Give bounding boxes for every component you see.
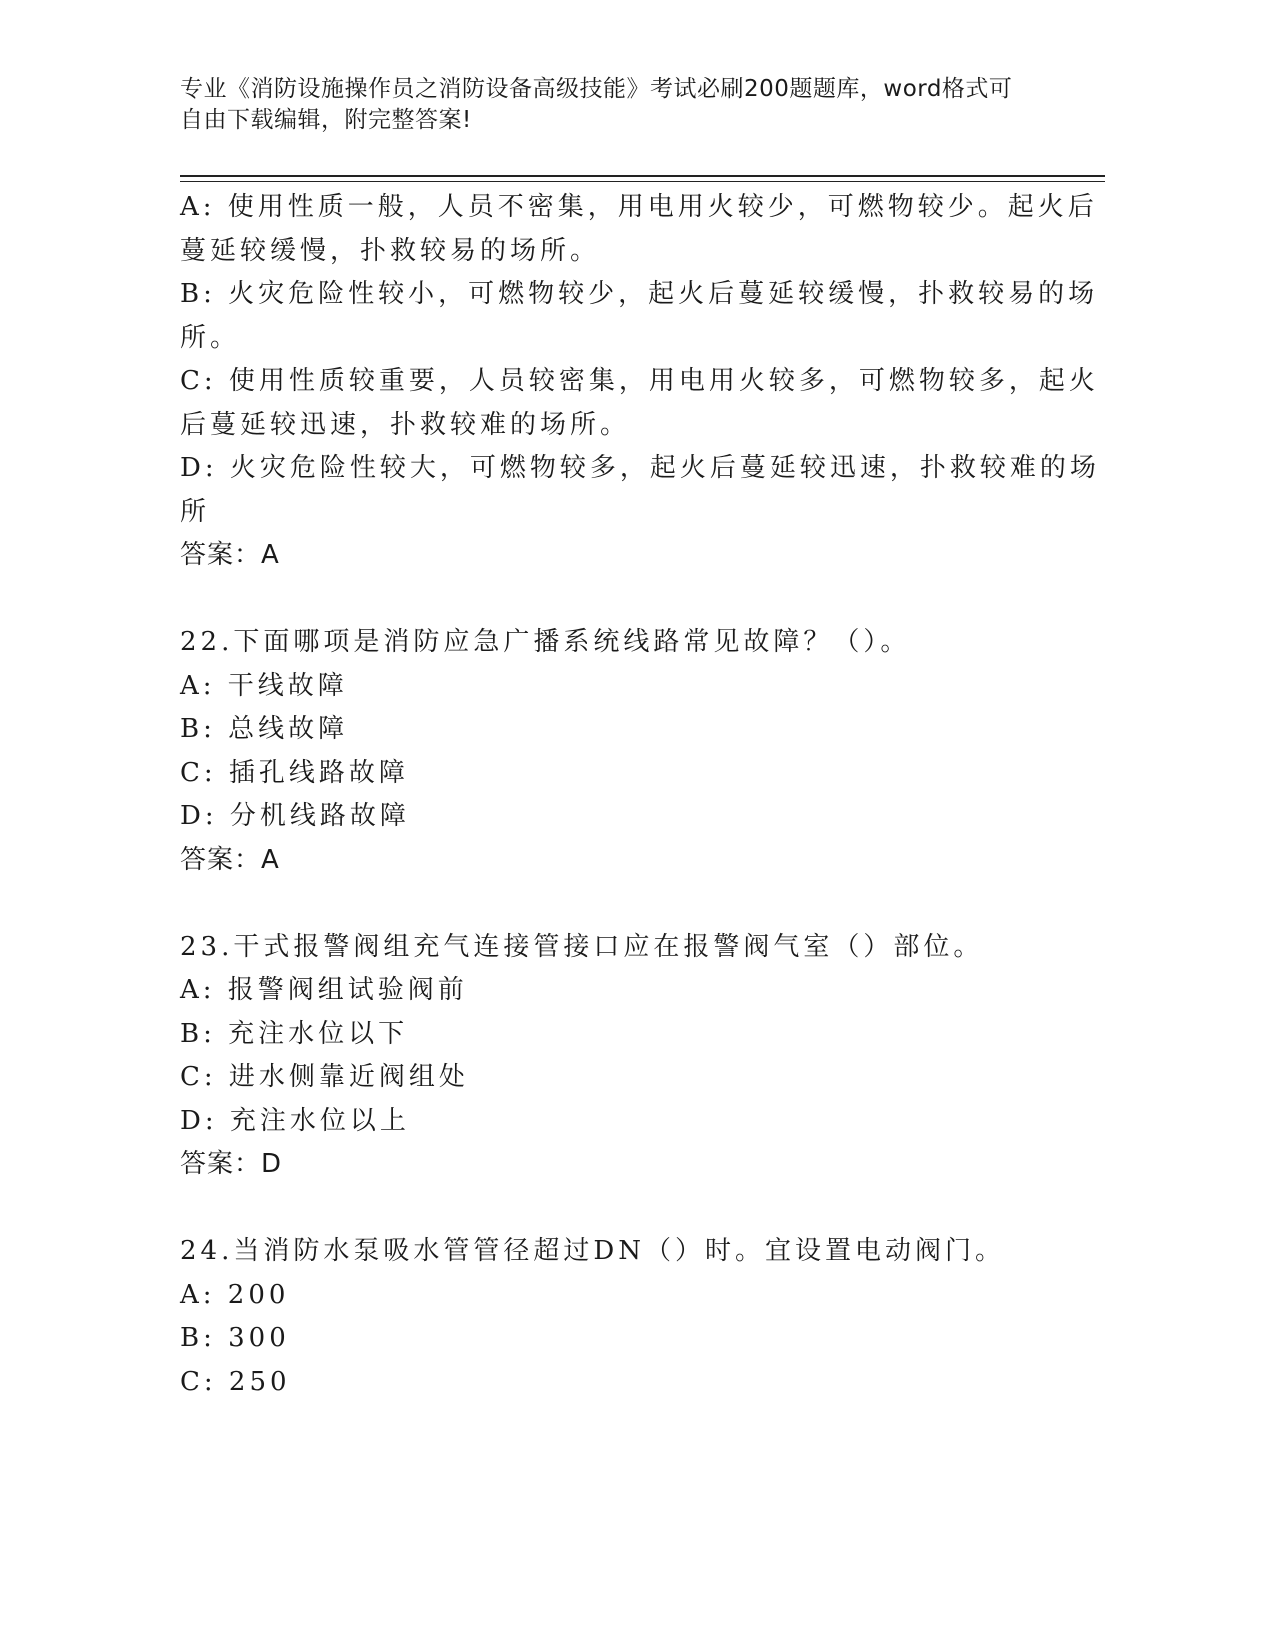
option-a: A: 200 — [180, 1279, 290, 1310]
spacer — [180, 1187, 1060, 1231]
option-c: C: 插孔线路故障 — [180, 757, 409, 788]
header-line-1: 专业《消防设施操作员之消防设备高级技能》考试必刷200题题库，word格式可 — [180, 76, 1013, 102]
option-d: D: 分机线路故障 — [180, 801, 410, 831]
spacer — [180, 882, 1060, 926]
option-c: C: 进水侧靠近阀组处 — [180, 1062, 469, 1092]
option-a-line-2: 蔓延较缓慢，扑救较易的场所。 — [180, 235, 601, 266]
header-line-2: 自由下载编辑，附完整答案! — [180, 107, 472, 133]
question-text: 24.当消防水泵吸水管管径超过DN（）时。宜设置电动阀门。 — [180, 1236, 1005, 1266]
answer-line: 答案：D — [180, 1149, 283, 1179]
option-c: C: 250 — [180, 1366, 291, 1397]
question-content — [180, 186, 1100, 1404]
answer-line: 答案：A — [180, 540, 280, 570]
document-header — [180, 74, 1060, 136]
option-c-line-1: C: 使用性质较重要，人员较密集，用电用火较多，可燃物较多，起火 — [180, 366, 1099, 396]
header-rule-thin — [180, 181, 1105, 182]
option-d: D: 充注水位以上 — [180, 1105, 410, 1136]
answer-line: 答案：A — [180, 844, 280, 875]
spacer — [180, 578, 1060, 622]
question-23-block — [180, 926, 1060, 1187]
question-text: 23.干式报警阀组充气连接管接口应在报警阀气室（）部位。 — [180, 931, 984, 962]
option-b: B: 充注水位以下 — [180, 1018, 409, 1049]
option-c-line-2: 后蔓延较迅速，扑救较难的场所。 — [180, 409, 631, 440]
question-24-block — [180, 1230, 1060, 1404]
option-b: B: 总线故障 — [180, 714, 349, 744]
option-a-line-1: A: 使用性质一般，人员不密集，用电用火较少，可燃物较少。起火后 — [180, 192, 1098, 222]
option-d-line-2: 所 — [180, 496, 211, 527]
question-text: 22.下面哪项是消防应急广播系统线路常见故障？（）。 — [180, 627, 911, 657]
option-b-line-2: 所。 — [180, 322, 241, 353]
option-d-line-1: D: 火灾危险性较大，可燃物较多，起火后蔓延较迅速，扑救较难的场 — [180, 453, 1100, 483]
question-22-block — [180, 621, 1060, 882]
option-b-line-1: B: 火灾危险性较小，可燃物较少，起火后蔓延较缓慢，扑救较易的场 — [180, 279, 1099, 309]
option-a: A: 报警阀组试验阀前 — [180, 975, 468, 1005]
option-a: A: 干线故障 — [180, 670, 348, 701]
option-b: B: 300 — [180, 1323, 290, 1353]
header-rule-thick — [180, 175, 1105, 177]
question-21-block — [180, 186, 1100, 578]
